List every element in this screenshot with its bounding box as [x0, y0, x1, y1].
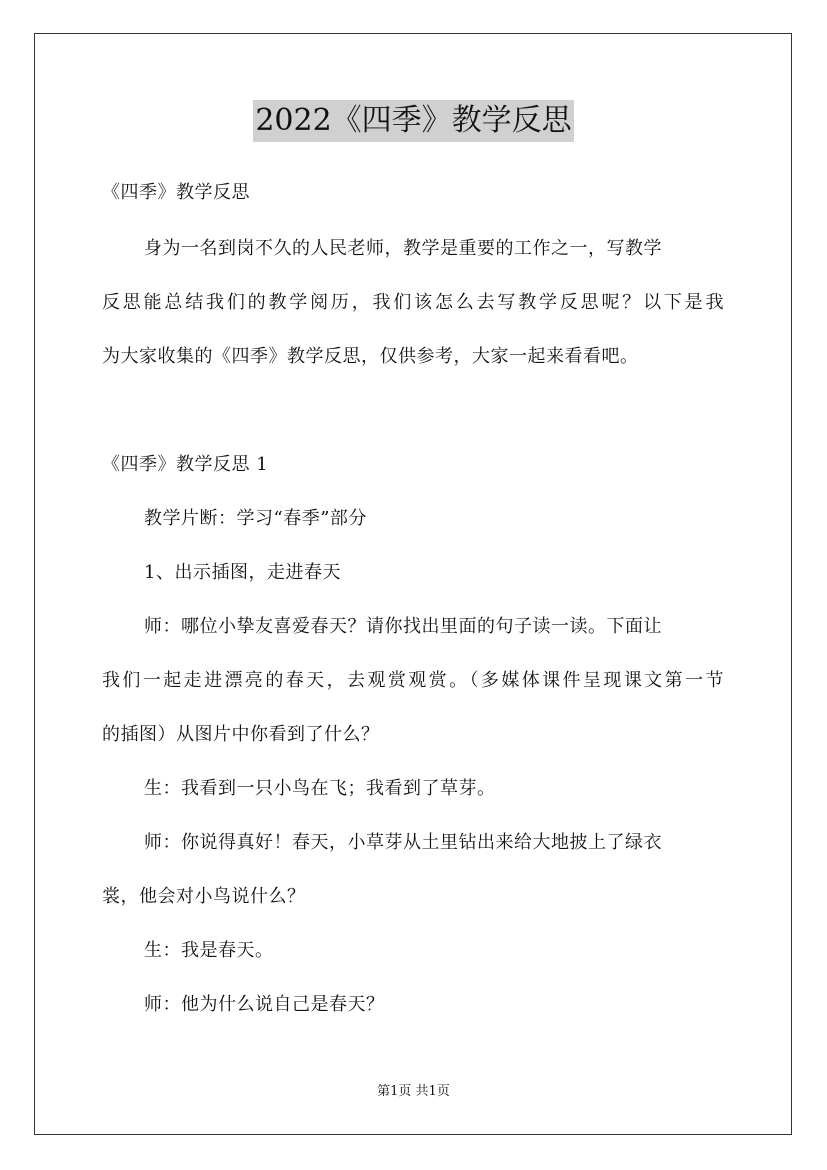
body-line-7: 师：你说得真好！春天，小草芽从土里钻出来给大地披上了绿衣: [144, 832, 662, 853]
body-line-5: 的插图）从图片中你看到了什么？: [102, 724, 380, 745]
body-line-6: 生：我看到一只小鸟在飞；我看到了草芽。: [144, 778, 496, 799]
page-footer: 第1页 共1页: [377, 1084, 450, 1099]
body-line-3: 师：哪位小挚友喜爱春天？请你找出里面的句子读一读。下面让: [144, 616, 662, 637]
intro-line-3: 为大家收集的《四季》教学反思，仅供参考，大家一起来看看吧。: [102, 346, 639, 367]
section-heading: 《四季》教学反思: [102, 182, 250, 203]
document-title-wrap: [0, 100, 827, 142]
body-line-1: 教学片断：学习“春季”部分: [144, 508, 367, 529]
body-line-2: 1、出示插图，走进春天: [144, 562, 341, 583]
body-line-8: 裳，他会对小鸟说什么？: [102, 886, 306, 907]
document-title: 2022《四季》教学反思: [253, 100, 573, 142]
body-line-10: 师：他为什么说自己是春天？: [144, 994, 385, 1015]
body-line-9: 生：我是春天。: [144, 940, 274, 961]
section-heading-1: 《四季》教学反思 1: [102, 454, 269, 475]
intro-line-1: 身为一名到岗不久的人民老师，教学是重要的工作之一，写教学: [144, 238, 662, 259]
body-line-4: 我们一起走进漂亮的春天，去观赏观赏。（多媒体课件呈现课文第一节: [102, 670, 724, 691]
intro-line-2: 反思能总结我们的教学阅历，我们该怎么去写教学反思呢？以下是我: [102, 292, 724, 313]
